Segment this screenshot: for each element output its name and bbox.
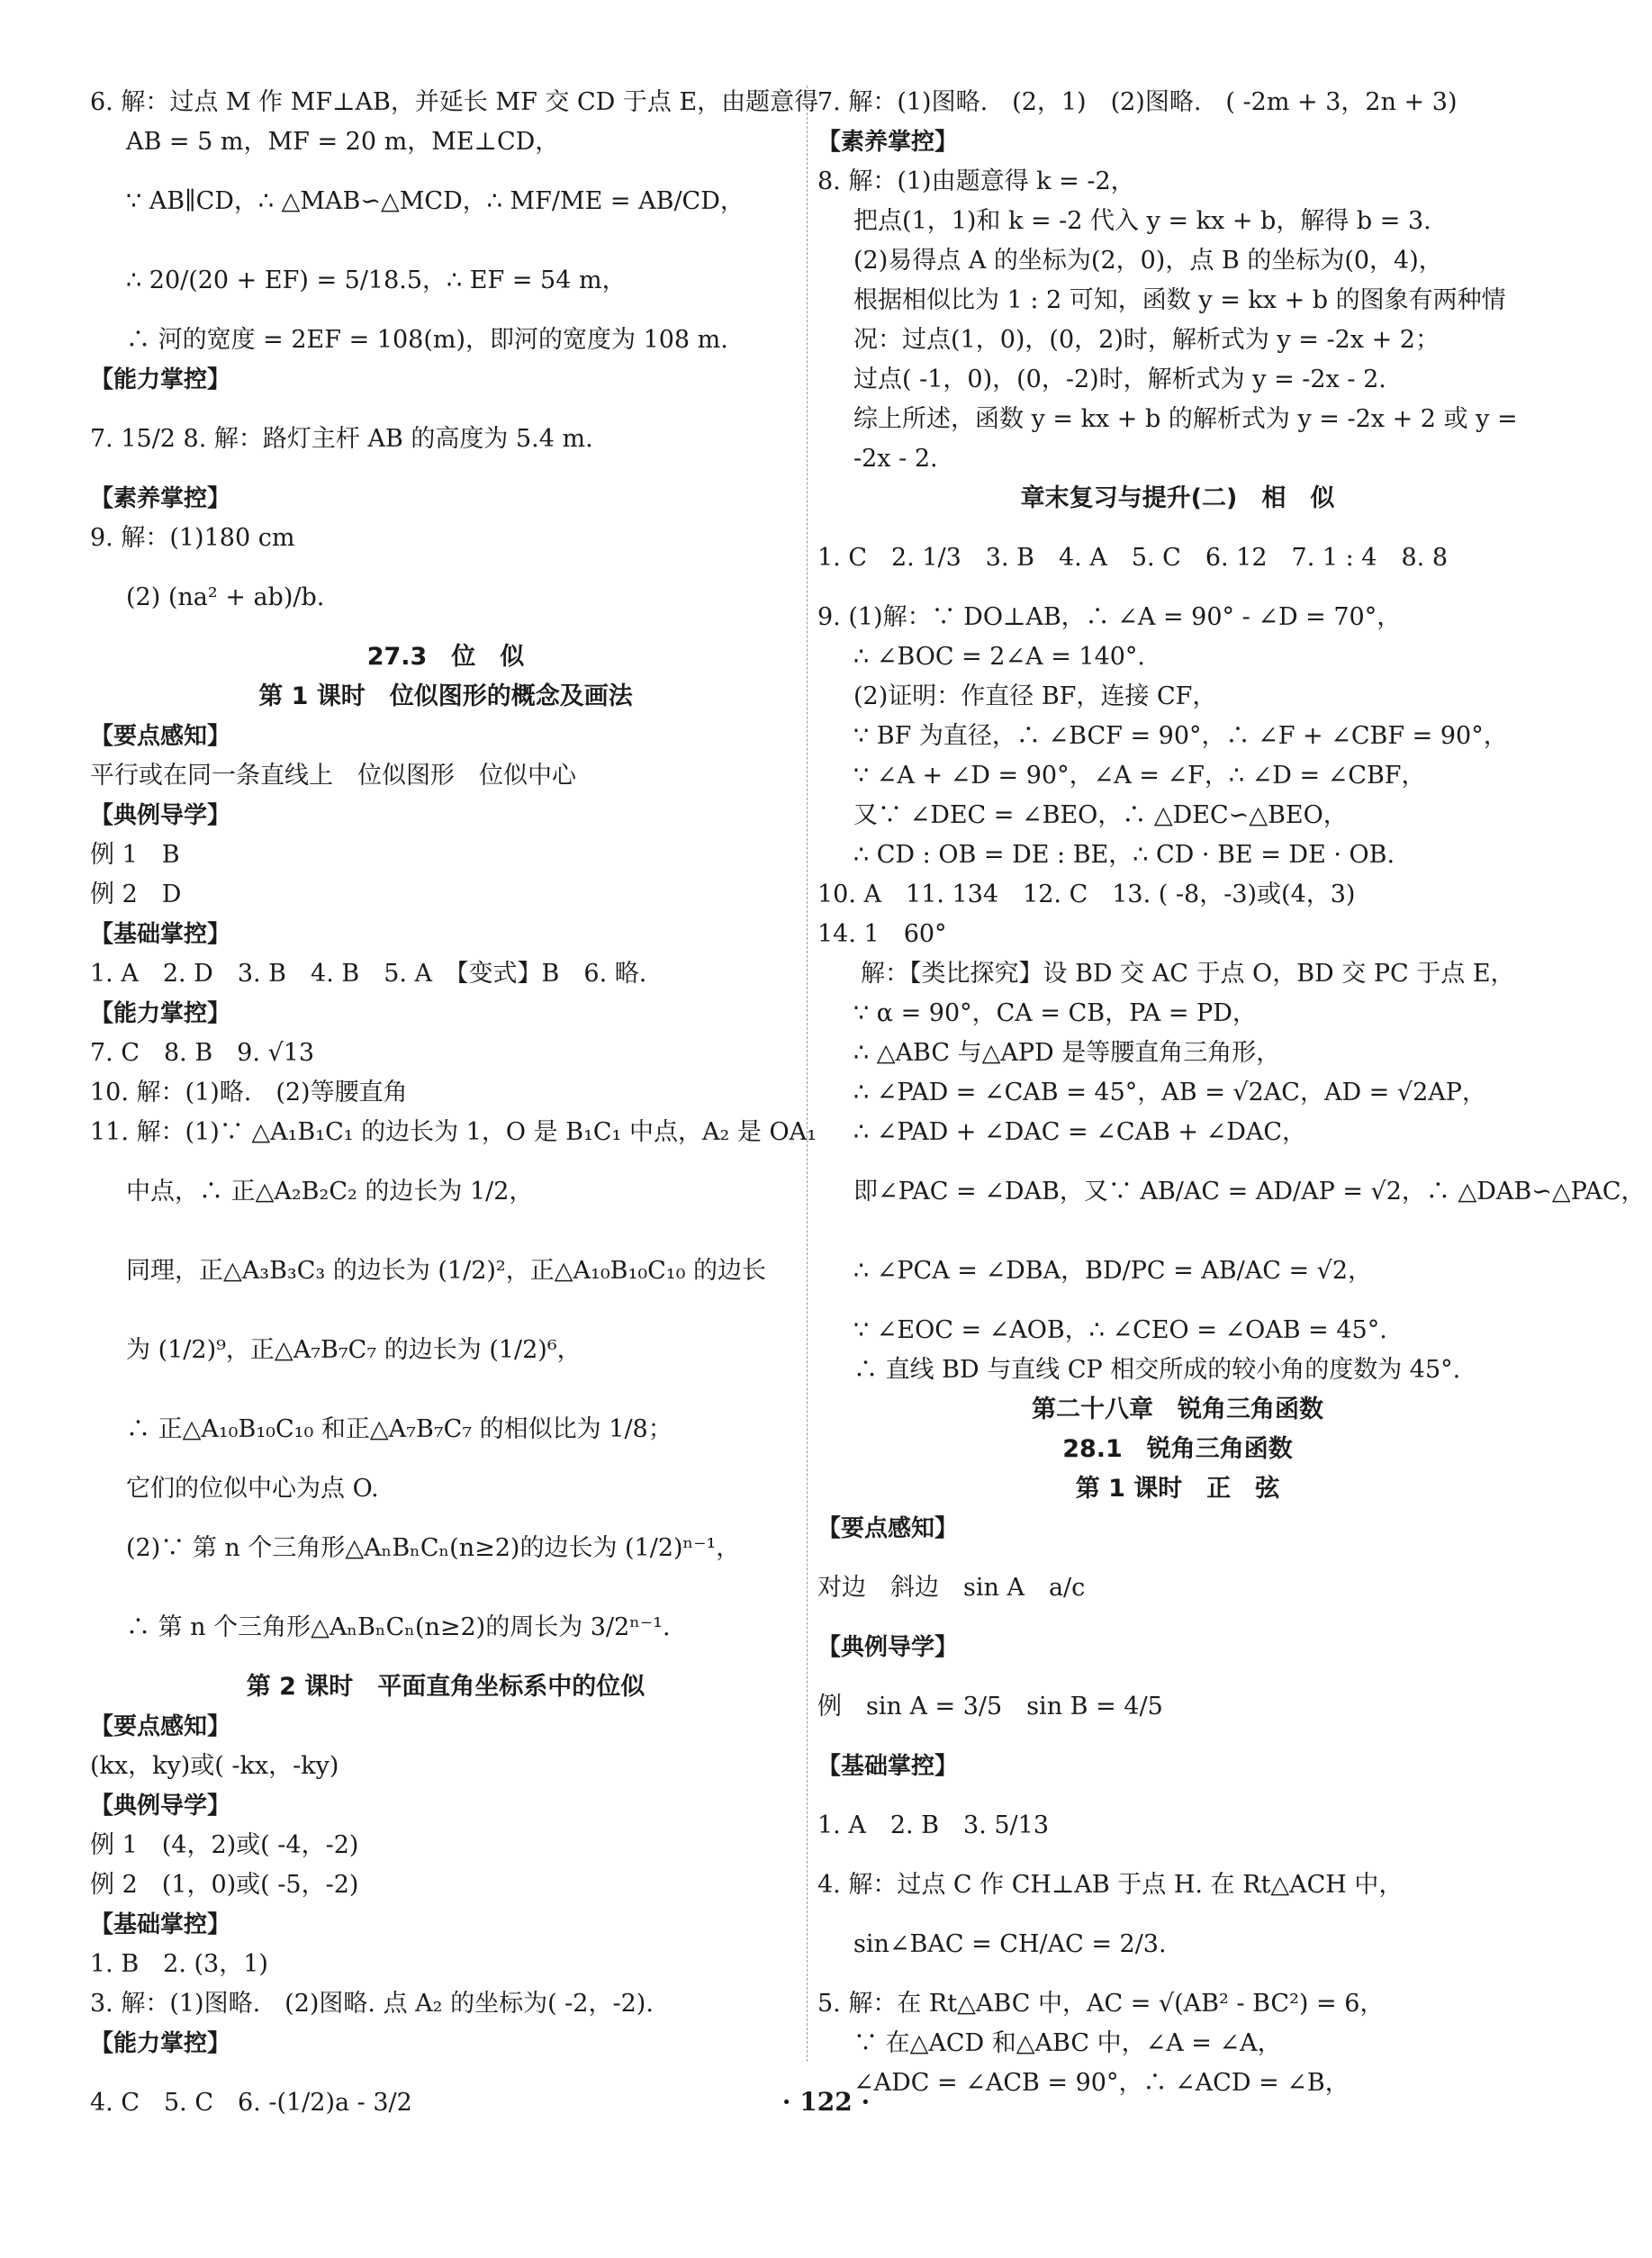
right-line: ∴ ∠PAD + ∠DAC = ∠CAB + ∠DAC， — [853, 1118, 1307, 1146]
right-line: 1. C 2. 1/3 3. B 4. A 5. C 6. 12 7. 1 : 4 8. 8 — [817, 544, 1449, 572]
left-line: 例 2 D — [90, 881, 182, 908]
left-line: 例 1 B — [90, 841, 180, 869]
left-line: 【基础掌控】 — [90, 1911, 231, 1938]
right-line: 即∠PAC = ∠DAB，又∵ AB/AC = AD/AP = √2，∴ △DAB∽△PAC， — [853, 1178, 1646, 1206]
right-line: 9. (1)解：∵ DO⊥AB，∴ ∠A = 90° - ∠D = 70°， — [817, 603, 1402, 631]
right-line: 过点( -1，0)，(0，-2)时，解析式为 y = -2x - 2. — [853, 366, 1386, 393]
left-line: (2) (na² + ab)/b. — [126, 583, 325, 611]
right-line: 10. A 11. 134 12. C 13. ( -8，-3)或(4，3) — [817, 881, 1356, 908]
left-line: 为 (1/2)⁹，正△A₇B₇C₇ 的边长为 (1/2)⁶， — [126, 1336, 582, 1364]
left-line: 例 2 (1，0)或( -5，-2) — [90, 1871, 359, 1899]
right-line: 第二十八章 锐角三角函数 — [1032, 1395, 1323, 1423]
left-line: 【典例导学】 — [90, 1793, 231, 1820]
left-line: 【要点感知】 — [90, 1713, 231, 1740]
right-line: 例 sin A = 3/5 sin B = 4/5 — [817, 1693, 1163, 1721]
right-line: -2x - 2. — [853, 445, 938, 473]
left-line: 27.3 位 似 — [366, 643, 525, 671]
left-line: 【要点感知】 — [90, 723, 231, 750]
right-line: ∵ ∠EOC = ∠AOB，∴ ∠CEO = ∠OAB = 45°. — [853, 1316, 1387, 1344]
left-line: ∴ 正△A₁₀B₁₀C₁₀ 和正△A₇B₇C₇ 的相似比为 1/8； — [126, 1415, 673, 1443]
right-line: 【典例导学】 — [817, 1634, 959, 1661]
left-line: ∴ 20/(20 + EF) = 5/18.5，∴ EF = 54 m， — [126, 266, 627, 294]
left-line: 例 1 (4，2)或( -4，-2) — [90, 1831, 359, 1859]
right-line: 根据相似比为 1 : 2 可知，函数 y = kx + b 的图象有两种情 — [853, 286, 1506, 314]
right-line: ∵ BF 为直径，∴ ∠BCF = 90°，∴ ∠F + ∠CBF = 90°， — [853, 722, 1508, 750]
right-line: 【要点感知】 — [817, 1515, 959, 1542]
right-line: 28.1 锐角三角函数 — [1062, 1435, 1293, 1463]
right-line: ∴ ∠PAD = ∠CAB = 45°，AB = √2AC，AD = √2AP， — [853, 1079, 1486, 1106]
right-column — [817, 83, 1646, 2103]
left-line: 【能力掌控】 — [90, 366, 231, 393]
left-line: 1. A 2. D 3. B 4. B 5. A 【变式】B 6. 略. — [90, 960, 647, 988]
right-line: 14. 1 60° — [817, 920, 947, 948]
right-line: 对边 斜边 sin A a/c — [817, 1574, 1086, 1602]
left-line: 4. C 5. C 6. -(1/2)a - 3/2 — [90, 2089, 412, 2117]
left-line: 7. 15/2 8. 解：路灯主杆 AB 的高度为 5.4 m. — [90, 425, 593, 453]
right-line: 【素养掌控】 — [817, 129, 959, 156]
right-line: 5. 解：在 Rt△ABC 中，AC = √(AB² - BC²) = 6， — [817, 1990, 1385, 2018]
right-line: 1. A 2. B 3. 5/13 — [817, 1811, 1050, 1839]
right-line: ∵ 在△ACD 和△ABC 中，∠A = ∠A， — [853, 2029, 1282, 2057]
left-line: 11. 解：(1)∵ △A₁B₁C₁ 的边长为 1，O 是 B₁C₁ 中点，A₂ 是 OA₁ — [90, 1118, 817, 1146]
right-line: 况：过点(1，0)，(0，2)时，解析式为 y = -2x + 2； — [853, 326, 1440, 354]
right-line: ∴ ∠BOC = 2∠A = 140°. — [853, 643, 1146, 671]
left-line: 9. 解：(1)180 cm — [90, 524, 295, 552]
left-column — [90, 83, 819, 2143]
right-line: ∴ ∠PCA = ∠DBA，BD/PC = AB/AC = √2， — [853, 1257, 1373, 1285]
right-line: ∵ α = 90°，CA = CB，PA = PD， — [853, 999, 1257, 1027]
right-line: 把点(1，1)和 k = -2 代入 y = kx + b，解得 b = 3. — [853, 207, 1431, 235]
left-line: 同理，正△A₃B₃C₃ 的边长为 (1/2)²，正△A₁₀B₁₀C₁₀ 的边长 — [126, 1257, 767, 1285]
left-line: (kx，ky)或( -kx，-ky) — [90, 1752, 339, 1780]
left-line: 第 2 课时 平面直角坐标系中的位似 — [246, 1673, 645, 1701]
right-line: sin∠BAC = CH/AC = 2/3. — [853, 1930, 1167, 1958]
left-line: 【能力掌控】 — [90, 1000, 231, 1027]
left-line: 6. 解：过点 M 作 MF⊥AB，并延长 MF 交 CD 于点 E，由题意得 — [90, 88, 819, 116]
right-line: ∴ 直线 BD 与直线 CP 相交所成的较小角的度数为 45°. — [853, 1356, 1461, 1384]
left-line: (2)∵ 第 n 个三角形△AₙBₙCₙ(n≥2)的边长为 (1/2)ⁿ⁻¹， — [126, 1534, 741, 1562]
right-line: 7. 解：(1)图略. (2，1) (2)图略. ( -2m + 3，2n + 3) — [817, 88, 1458, 116]
right-line: 章末复习与提升(二) 相 似 — [1020, 484, 1335, 512]
left-line: 【基础掌控】 — [90, 921, 231, 948]
right-line: 综上所述，函数 y = kx + b 的解析式为 y = -2x + 2 或 y = — [853, 405, 1518, 433]
right-line: 第 1 课时 正 弦 — [1075, 1475, 1280, 1503]
left-line: 1. B 2. (3，1) — [90, 1950, 268, 1978]
left-line: 【典例导学】 — [90, 802, 231, 829]
left-line: 【素养掌控】 — [90, 485, 231, 512]
left-line: ∵ AB∥CD，∴ △MAB∽△MCD，∴ MF/ME = AB/CD， — [126, 187, 745, 215]
left-line: ∴ 第 n 个三角形△AₙBₙCₙ(n≥2)的周长为 3/2ⁿ⁻¹. — [126, 1613, 671, 1641]
left-line: 第 1 课时 位似图形的概念及画法 — [258, 682, 633, 710]
right-line: 8. 解：(1)由题意得 k = -2， — [817, 167, 1135, 195]
left-line: 【能力掌控】 — [90, 2030, 231, 2057]
right-line: 4. 解：过点 C 作 CH⊥AB 于点 H. 在 Rt△ACH 中， — [817, 1871, 1404, 1899]
right-line: (2)易得点 A 的坐标为(2，0)，点 B 的坐标为(0，4)， — [853, 247, 1443, 275]
left-line: 3. 解：(1)图略. (2)图略. 点 A₂ 的坐标为( -2，-2). — [90, 1990, 654, 2018]
left-line: 7. C 8. B 9. √13 — [90, 1039, 315, 1067]
right-line: 又∵ ∠DEC = ∠BEO，∴ △DEC∽△BEO， — [853, 801, 1348, 829]
page-number: · 122 · — [781, 2087, 871, 2117]
left-line: AB = 5 m，MF = 20 m，ME⊥CD， — [126, 128, 560, 156]
right-line: ∠ADC = ∠ACB = 90°，∴ ∠ACD = ∠B， — [853, 2069, 1350, 2097]
right-line: 【基础掌控】 — [817, 1753, 959, 1780]
right-line: ∴ △ABC 与△APD 是等腰直角三角形， — [853, 1039, 1281, 1067]
column-divider — [807, 86, 808, 2062]
right-line: ∴ CD : OB = DE : BE，∴ CD · BE = DE · OB. — [853, 841, 1395, 869]
right-line: ∵ ∠A + ∠D = 90°，∠A = ∠F，∴ ∠D = ∠CBF， — [853, 762, 1426, 790]
left-line: 平行或在同一条直线上 位似图形 位似中心 — [90, 762, 576, 790]
left-line: 中点，∴ 正△A₂B₂C₂ 的边长为 1/2， — [126, 1178, 534, 1206]
left-line: 它们的位似中心为点 O. — [126, 1475, 379, 1503]
right-line: (2)证明：作直径 BF，连接 CF， — [853, 682, 1217, 710]
left-line: ∴ 河的宽度 = 2EF = 108(m)，即河的宽度为 108 m. — [126, 326, 728, 354]
right-line: 解：【类比探究】设 BD 交 AC 于点 O，BD 交 PC 于点 E， — [861, 960, 1515, 988]
left-line: 10. 解：(1)略. (2)等腰直角 — [90, 1079, 408, 1106]
